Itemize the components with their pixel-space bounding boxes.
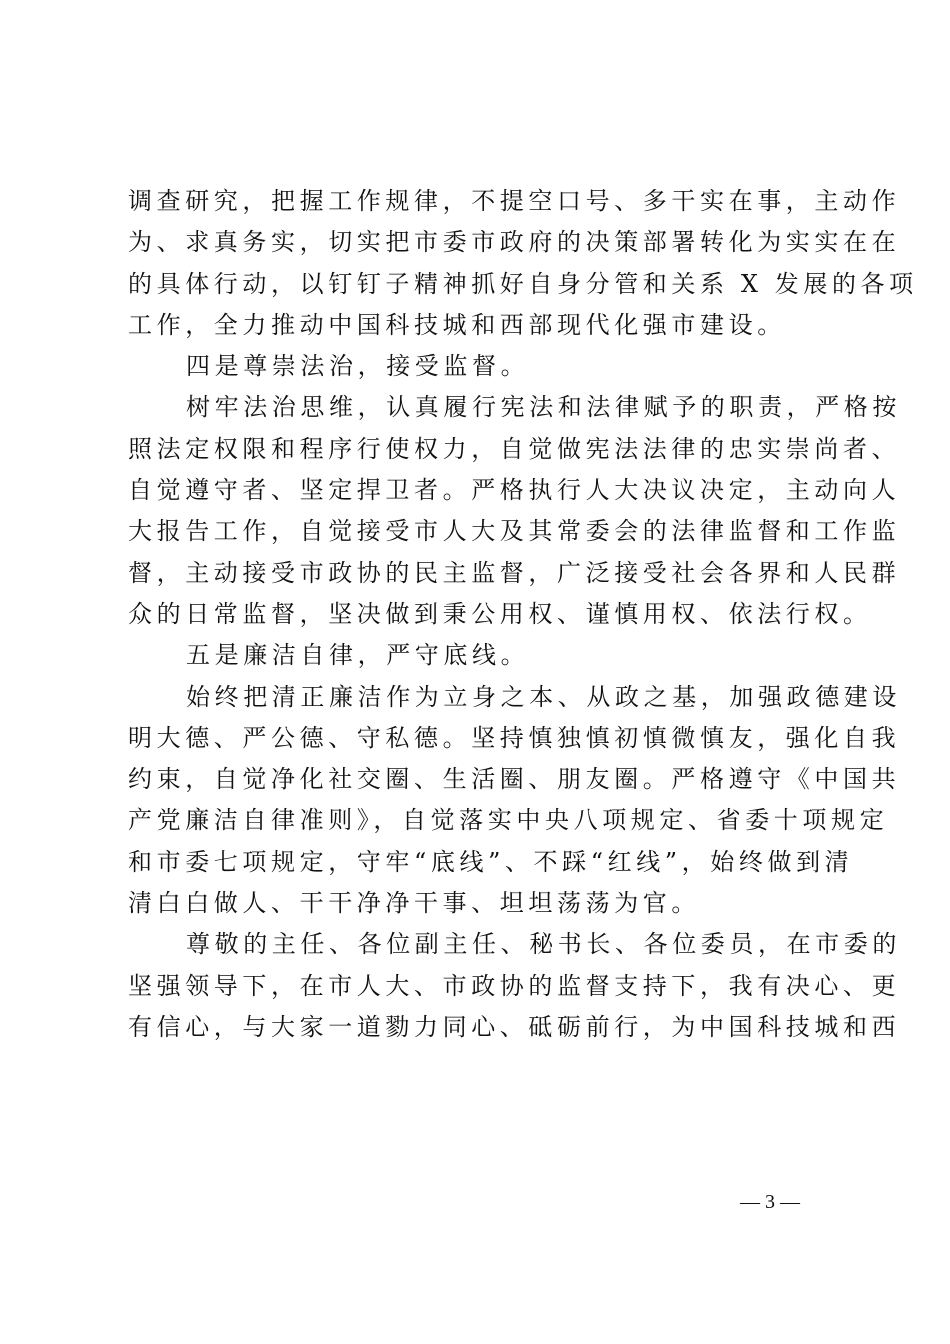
text-line: 调查研究，把握工作规律，不提空口号、多干实在事，主动作 xyxy=(128,187,901,215)
text-line: 产党廉洁自律准则》，自觉落实中央八项规定、省委十项规定 xyxy=(128,806,889,835)
text-line: 为、求真务实，切实把市委市政府的决策部署转化为实实在在 xyxy=(128,228,901,257)
text-line: 大报告工作，自觉接受市人大及其常委会的法律监督和工作监 xyxy=(128,517,901,546)
text-line: 明大德、严公德、守私德。坚持慎独慎初慎微慎友，强化自我 xyxy=(128,723,901,752)
text-line: 坚强领导下，在市人大、市政协的监督支持下，我有决心、更 xyxy=(128,971,901,1000)
text-line: 始终把清正廉洁作为立身之本、从政之基，加强政德建设 xyxy=(186,682,901,711)
page-number: — 3 — xyxy=(740,1191,800,1213)
text-line: 自觉遵守者、坚定捍卫者。严格执行人大决议决定，主动向人 xyxy=(128,476,901,505)
text-line: 树牢法治思维，认真履行宪法和法律赋予的职责，严格按 xyxy=(186,393,901,422)
text-line: 照法定权限和程序行使权力，自觉做宪法法律的忠实崇尚者、 xyxy=(128,434,901,463)
text-line: 督，主动接受市政协的民主监督，广泛接受社会各界和人民群 xyxy=(128,558,901,587)
text-line: 众的日常监督，坚决做到秉公用权、谨慎用权、依法行权。 xyxy=(128,599,872,628)
section-heading-4: 四是尊崇法治，接受监督。 xyxy=(186,352,530,381)
text-line: 清白白做人、干干净净干事、坦坦荡荡为官。 xyxy=(128,889,700,918)
text-line: 有信心，与大家一道勠力同心、砥砺前行，为中国科技城和西 xyxy=(128,1012,901,1041)
text-line: 尊敬的主任、各位副主任、秘书长、各位委员，在市委的 xyxy=(186,930,901,959)
section-heading-5: 五是廉洁自律，严守底线。 xyxy=(186,641,530,670)
text-line: 约束，自觉净化社交圈、生活圈、朋友圈。严格遵守《中国共 xyxy=(128,765,901,794)
document-body xyxy=(128,181,918,1048)
text-line: 工作，全力推动中国科技城和西部现代化强市建设。 xyxy=(128,310,786,339)
text-line: 和市委七项规定，守牢“底线”、不踩“红线”，始终做到清 xyxy=(128,847,854,876)
text-line: 的具体行动，以钉钉子精神抓好自身分管和关系 X 发展的各项 xyxy=(128,269,918,298)
